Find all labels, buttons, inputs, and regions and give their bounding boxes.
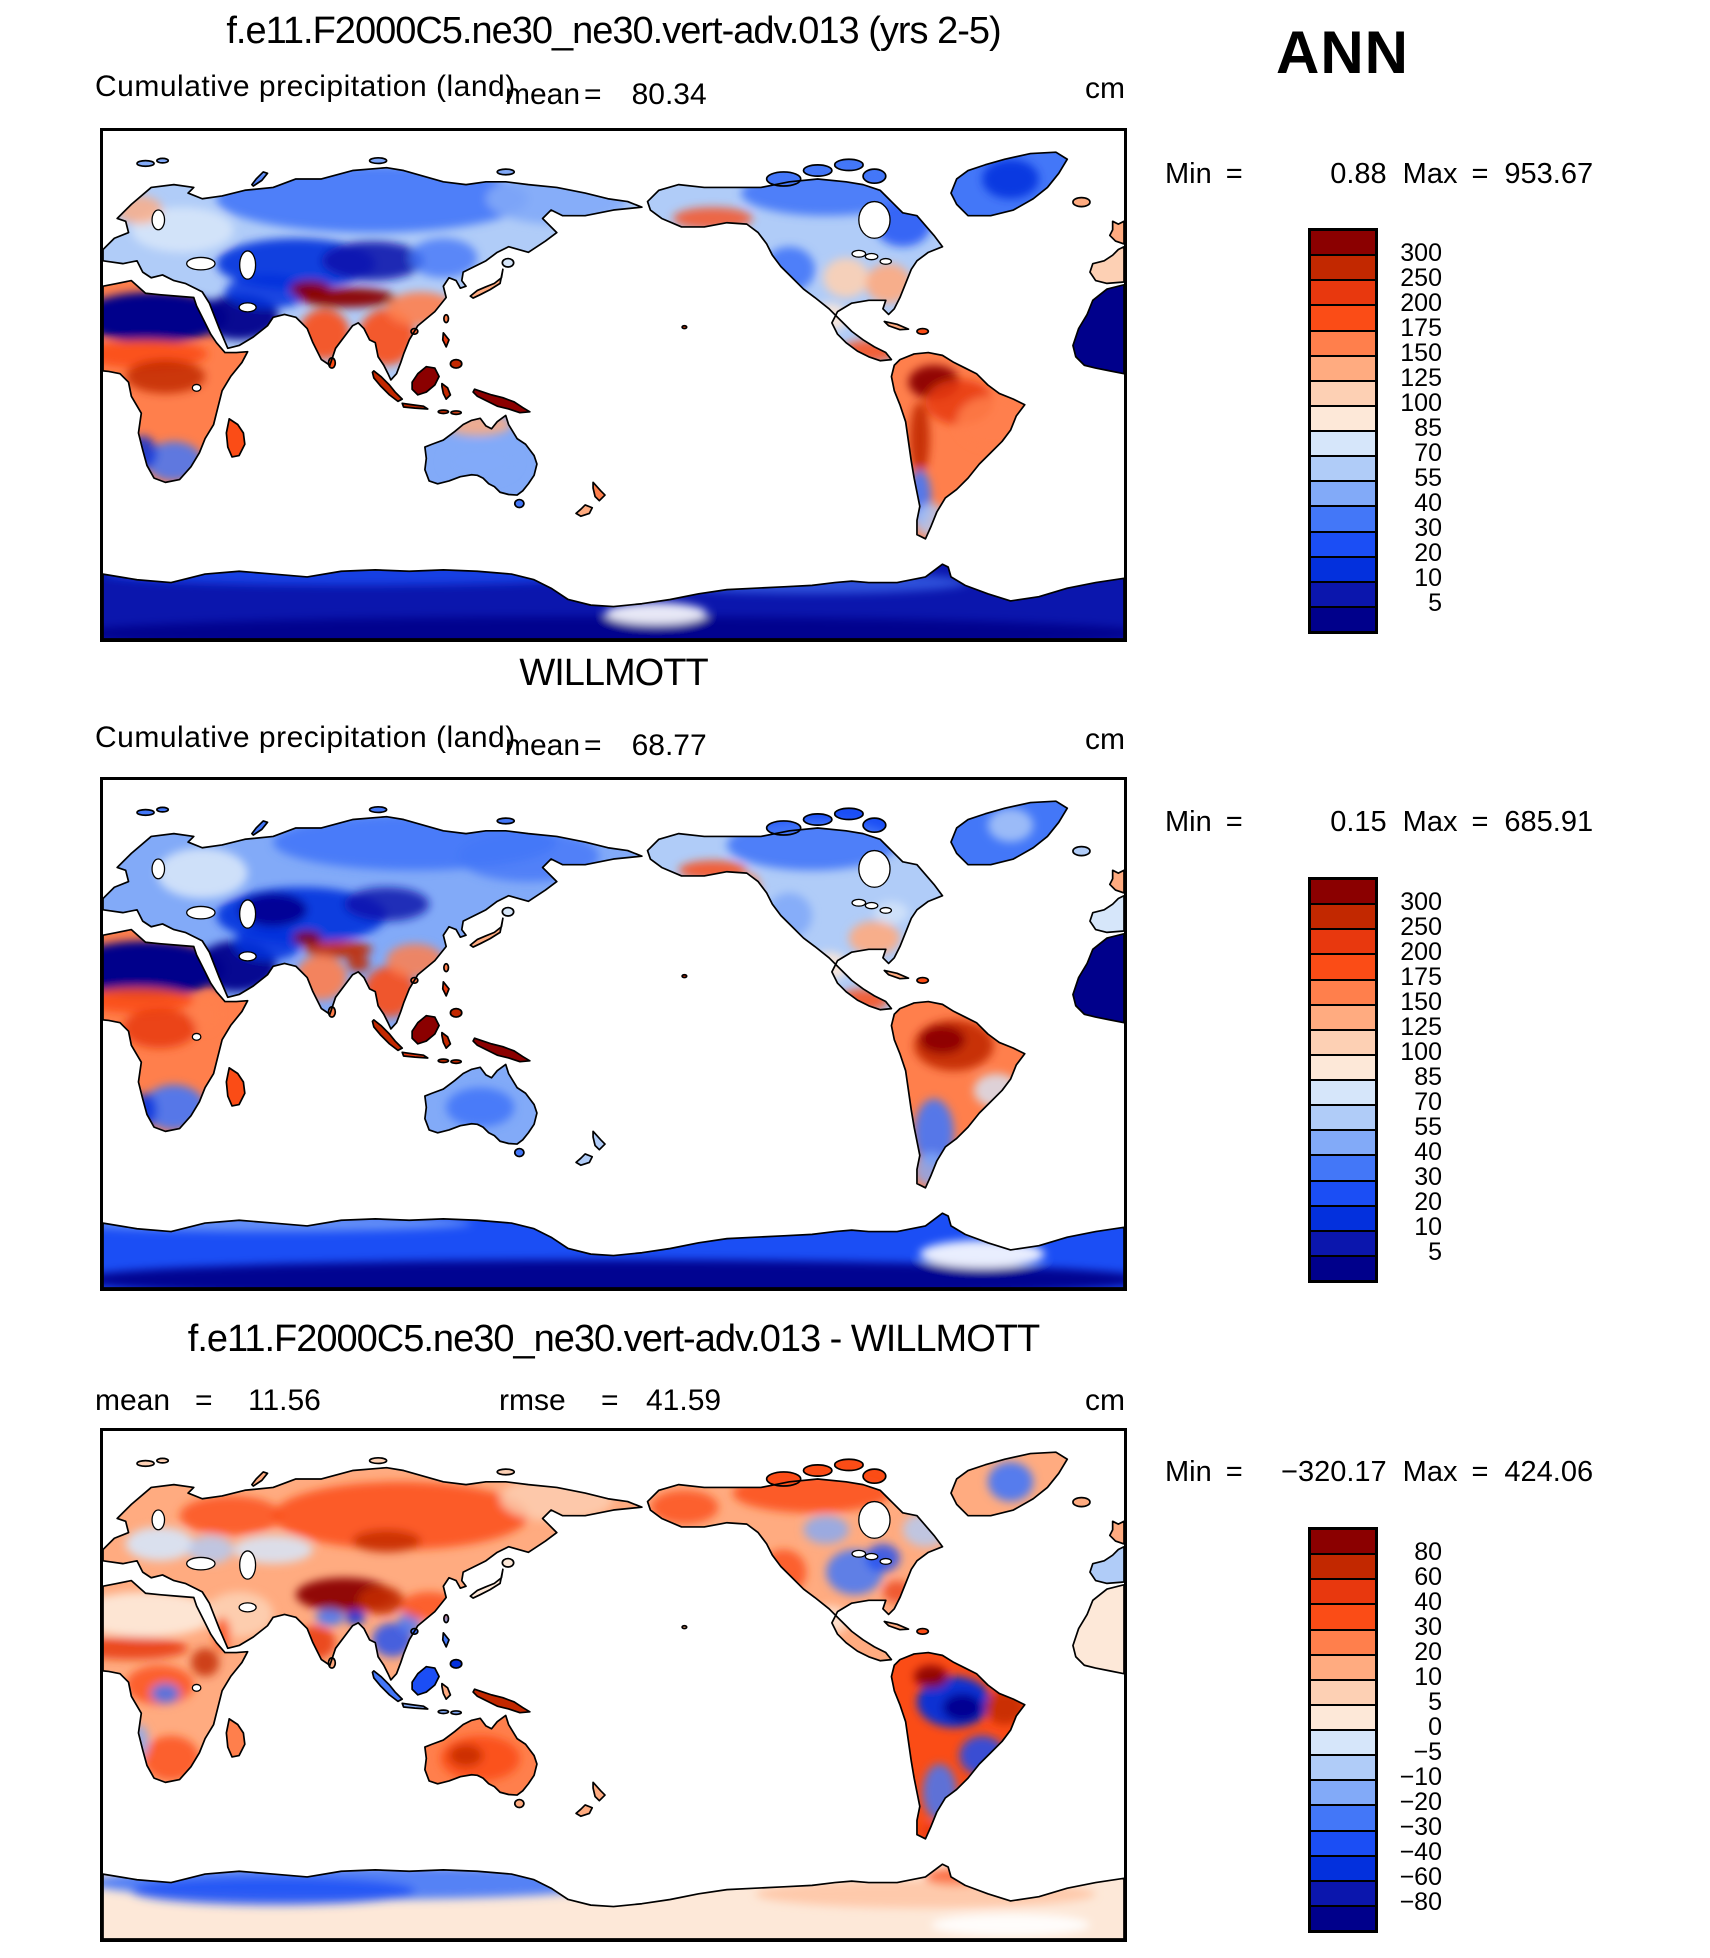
max-label: Max: [1402, 158, 1458, 190]
colorbar-cell: [1311, 1257, 1375, 1280]
colorbar-cell: [1311, 1056, 1375, 1081]
page-title: f.e11.F2000C5.ne30_ne30.vert-adv.013 (yrs 2-5): [226, 10, 1001, 52]
colorbar-cell: [1311, 281, 1375, 306]
max-value: 685.91: [1504, 806, 1594, 838]
colorbar-cell: [1311, 930, 1375, 955]
panel1-mean: [505, 78, 707, 112]
panel1-units: cm: [1085, 72, 1125, 105]
colorbar-cell: [1311, 1580, 1375, 1605]
colorbar-cell: [1311, 981, 1375, 1006]
colorbar-cell: [1311, 507, 1375, 532]
colorbar-cell: [1311, 1156, 1375, 1181]
panel2-minmax: [1165, 806, 1593, 839]
colorbar-tick-label: 250: [1400, 913, 1442, 941]
colorbar-cell: [1311, 558, 1375, 583]
colorbar-tick-label: 0: [1428, 1713, 1442, 1741]
colorbar-tick-label: −30: [1399, 1813, 1442, 1841]
colorbar-cell: [1311, 382, 1375, 407]
colorbar-tick-label: 40: [1414, 1138, 1442, 1166]
colorbar-tick-label: 150: [1400, 339, 1442, 367]
panel1-minmax: [1165, 158, 1593, 191]
colorbar-tick-label: 300: [1400, 239, 1442, 267]
max-value: 424.06: [1504, 1456, 1594, 1488]
panel1-variable-label: Cumulative precipitation (land): [95, 70, 516, 103]
panel1-colorbar: [1308, 228, 1378, 634]
mean-label: mean: [505, 729, 581, 762]
min-value: 0.88: [1330, 158, 1387, 190]
colorbar-tick-label: 300: [1400, 888, 1442, 916]
equals-sign: =: [584, 729, 602, 762]
colorbar-cell: [1311, 955, 1375, 980]
colorbar-cell: [1311, 231, 1375, 256]
panel2-colorbar: [1308, 877, 1378, 1283]
colorbar-cell: [1311, 608, 1375, 631]
colorbar-tick-label: 5: [1428, 1688, 1442, 1716]
equals-sign: =: [601, 1384, 619, 1417]
colorbar-cell: [1311, 1106, 1375, 1131]
colorbar-tick-label: 175: [1400, 314, 1442, 342]
colorbar-tick-label: 20: [1414, 1638, 1442, 1666]
panel1-map: [100, 128, 1127, 642]
colorbar-tick-label: −5: [1413, 1738, 1442, 1766]
panel2-units: cm: [1085, 723, 1125, 756]
colorbar-tick-label: 30: [1414, 1613, 1442, 1641]
colorbar-cell: [1311, 457, 1375, 482]
colorbar-cell: [1311, 533, 1375, 558]
colorbar-cell: [1311, 1681, 1375, 1706]
colorbar-tick-label: −80: [1399, 1888, 1442, 1916]
rmse-label: rmse: [499, 1384, 566, 1417]
colorbar-tick-label: 30: [1414, 514, 1442, 542]
colorbar-cell: [1311, 1756, 1375, 1781]
colorbar-tick-label: 10: [1414, 1663, 1442, 1691]
colorbar-tick-label: 30: [1414, 1163, 1442, 1191]
max-label: Max: [1402, 806, 1458, 838]
panel3-colorbar-labels: [1382, 1527, 1442, 1927]
colorbar-tick-label: −60: [1399, 1863, 1442, 1891]
colorbar-cell: [1311, 1605, 1375, 1630]
colorbar-tick-label: −40: [1399, 1838, 1442, 1866]
colorbar-tick-label: 55: [1414, 1113, 1442, 1141]
panel3-rmse-value: 41.59: [646, 1384, 722, 1417]
colorbar-cell: [1311, 1631, 1375, 1656]
colorbar-tick-label: 150: [1400, 988, 1442, 1016]
colorbar-tick-label: 60: [1414, 1563, 1442, 1591]
panel3-mean-value: 11.56: [248, 1384, 321, 1417]
colorbar-tick-label: 100: [1400, 389, 1442, 417]
mean-value: 80.34: [631, 78, 707, 111]
panel3-colorbar: [1308, 1527, 1378, 1933]
min-label: Min: [1165, 1456, 1212, 1488]
colorbar-tick-label: 40: [1414, 489, 1442, 517]
colorbar-cell: [1311, 1182, 1375, 1207]
equals-sign: =: [584, 78, 602, 111]
colorbar-cell: [1311, 583, 1375, 608]
colorbar-cell: [1311, 1806, 1375, 1831]
colorbar-tick-label: 10: [1414, 564, 1442, 592]
colorbar-cell: [1311, 1731, 1375, 1756]
colorbar-cell: [1311, 332, 1375, 357]
colorbar-tick-label: −20: [1399, 1788, 1442, 1816]
colorbar-cell: [1311, 1530, 1375, 1555]
colorbar-cell: [1311, 1207, 1375, 1232]
panel2-variable-label: Cumulative precipitation (land): [95, 721, 516, 754]
equals-sign: =: [1225, 806, 1243, 838]
colorbar-tick-label: 20: [1414, 539, 1442, 567]
colorbar-tick-label: 175: [1400, 963, 1442, 991]
colorbar-tick-label: 200: [1400, 938, 1442, 966]
colorbar-cell: [1311, 306, 1375, 331]
colorbar-cell: [1311, 407, 1375, 432]
max-label: Max: [1402, 1456, 1458, 1488]
panel3-title: f.e11.F2000C5.ne30_ne30.vert-adv.013 - WILLMOTT: [187, 1318, 1040, 1360]
colorbar-tick-label: 20: [1414, 1188, 1442, 1216]
min-value: 0.15: [1330, 806, 1387, 838]
colorbar-cell: [1311, 1232, 1375, 1257]
colorbar-tick-label: 70: [1414, 1088, 1442, 1116]
colorbar-tick-label: −10: [1399, 1763, 1442, 1791]
colorbar-cell: [1311, 1131, 1375, 1156]
panel3-minmax: [1165, 1456, 1593, 1489]
equals-sign: =: [1471, 806, 1489, 838]
colorbar-cell: [1311, 1555, 1375, 1580]
colorbar-cell: [1311, 905, 1375, 930]
colorbar-tick-label: 100: [1400, 1038, 1442, 1066]
colorbar-tick-label: 85: [1414, 1063, 1442, 1091]
mean-label: mean: [95, 1384, 171, 1417]
colorbar-cell: [1311, 256, 1375, 281]
colorbar-tick-label: 5: [1428, 1238, 1442, 1266]
colorbar-cell: [1311, 1006, 1375, 1031]
equals-sign: =: [195, 1384, 213, 1417]
colorbar-cell: [1311, 1081, 1375, 1106]
equals-sign: =: [1225, 158, 1243, 190]
colorbar-tick-label: 200: [1400, 289, 1442, 317]
colorbar-cell: [1311, 1857, 1375, 1882]
equals-sign: =: [1225, 1456, 1243, 1488]
season-label: ANN: [1276, 19, 1409, 86]
colorbar-cell: [1311, 432, 1375, 457]
colorbar-cell: [1311, 1781, 1375, 1806]
colorbar-tick-label: 55: [1414, 464, 1442, 492]
panel2-title: WILLMOTT: [519, 652, 708, 694]
colorbar-tick-label: 40: [1414, 1588, 1442, 1616]
panel2-colorbar-labels: [1382, 877, 1442, 1277]
panel3-map: [100, 1428, 1127, 1942]
colorbar-cell: [1311, 357, 1375, 382]
colorbar-cell: [1311, 1031, 1375, 1056]
mean-value: 68.77: [631, 729, 707, 762]
min-label: Min: [1165, 158, 1212, 190]
min-label: Min: [1165, 806, 1212, 838]
panel2-map: [100, 777, 1127, 1291]
colorbar-tick-label: 85: [1414, 414, 1442, 442]
max-value: 953.67: [1504, 158, 1594, 190]
colorbar-tick-label: 70: [1414, 439, 1442, 467]
colorbar-cell: [1311, 1706, 1375, 1731]
colorbar-cell: [1311, 1907, 1375, 1930]
panel3-units: cm: [1085, 1384, 1125, 1417]
equals-sign: =: [1471, 1456, 1489, 1488]
colorbar-tick-label: 250: [1400, 264, 1442, 292]
panel2-mean: [505, 729, 707, 763]
mean-label: mean: [505, 78, 581, 111]
colorbar-cell: [1311, 1656, 1375, 1681]
equals-sign: =: [1471, 158, 1489, 190]
colorbar-cell: [1311, 880, 1375, 905]
colorbar-tick-label: 125: [1400, 1013, 1442, 1041]
min-value: −320.17: [1281, 1456, 1387, 1488]
colorbar-cell: [1311, 482, 1375, 507]
colorbar-tick-label: 125: [1400, 364, 1442, 392]
colorbar-cell: [1311, 1832, 1375, 1857]
colorbar-tick-label: 80: [1414, 1538, 1442, 1566]
colorbar-tick-label: 5: [1428, 589, 1442, 617]
colorbar-tick-label: 10: [1414, 1213, 1442, 1241]
panel1-colorbar-labels: [1382, 228, 1442, 628]
colorbar-cell: [1311, 1882, 1375, 1907]
